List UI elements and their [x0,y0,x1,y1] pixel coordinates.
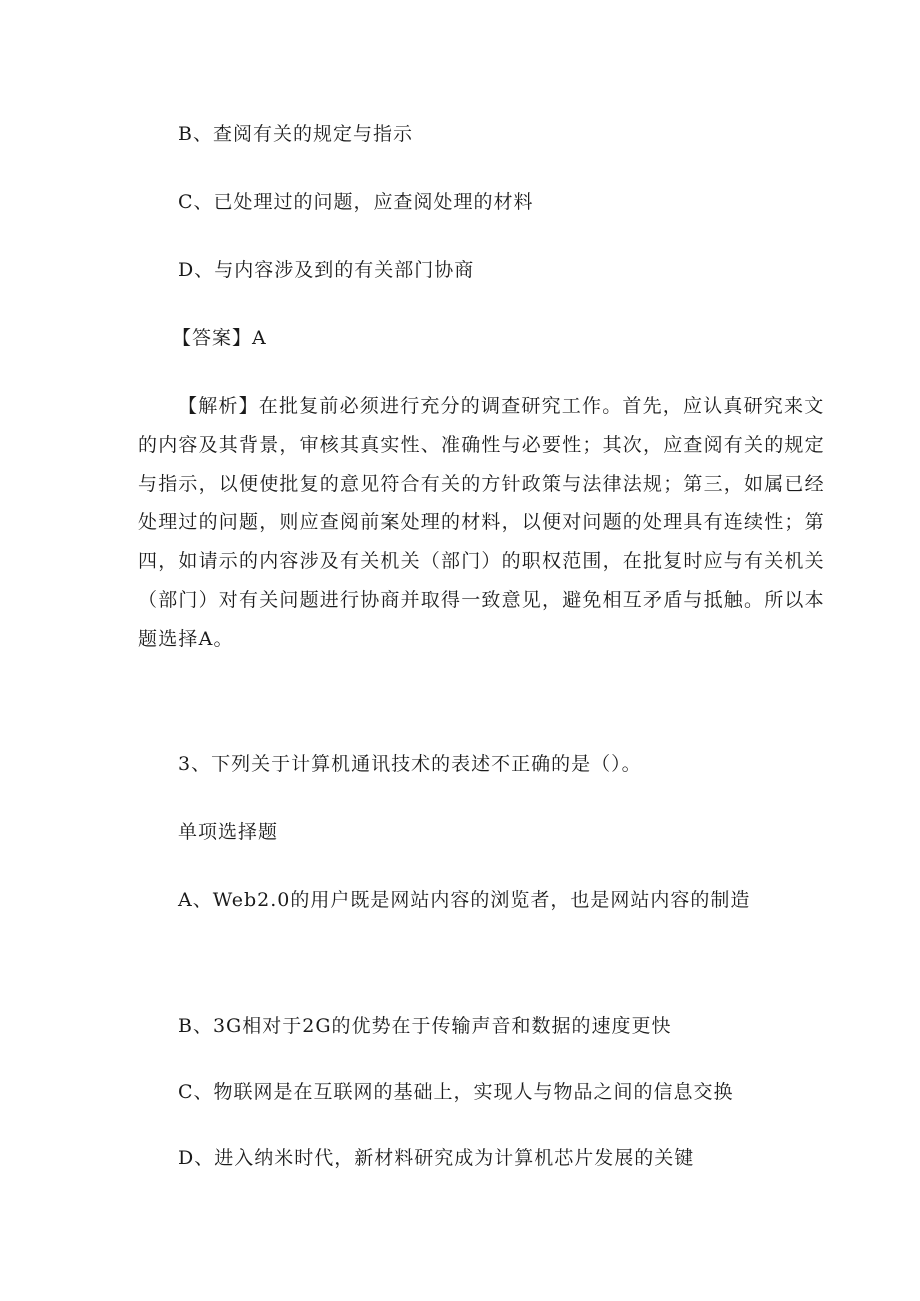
q2-analysis [138,387,825,659]
analysis-line: 题选择A。 [138,627,234,650]
analysis-line: 处理过的问题，则应查阅前案处理的材料，以便对问题的处理具有连续性；第 [138,511,825,534]
analysis-line: 的内容及其背景，审核其真实性、准确性与必要性；其次，应查阅有关的规定 [138,433,825,456]
q3-question: 3、下列关于计算机通讯技术的表述不正确的是（）。 [178,753,642,775]
q3-option-d: D、进入纳米时代，新材料研究成为计算机芯片发展的关键 [178,1147,695,1169]
q2-answer: 【答案】A [172,327,267,349]
q3-option-a: A、Web2.0的用户既是网站内容的浏览者，也是网站内容的制造 [178,889,751,911]
q3-type-label: 单项选择题 [178,821,279,843]
analysis-line: （部门）对有关问题进行协商并取得一致意见，避免相互矛盾与抵触。所以本 [138,588,825,611]
analysis-line: 四，如请示的内容涉及有关机关（部门）的职权范围，在批复时应与有关机关 [138,550,825,573]
analysis-line: 【解析】在批复前必须进行充分的调查研究工作。首先，应认真研究来文 [178,395,825,417]
q3-option-b: B、3G相对于2G的优势在于传输声音和数据的速度更快 [178,1015,672,1037]
q3-option-c: C、物联网是在互联网的基础上，实现人与物品之间的信息交换 [178,1081,734,1103]
q2-option-c: C、已处理过的问题，应查阅处理的材料 [178,191,534,213]
q2-option-d: D、与内容涉及到的有关部门协商 [178,259,475,281]
analysis-line: 与指示，以便使批复的意见符合有关的方针政策与法律法规；第三，如属已经 [138,472,825,495]
q2-option-b: B、查阅有关的规定与指示 [178,123,413,145]
